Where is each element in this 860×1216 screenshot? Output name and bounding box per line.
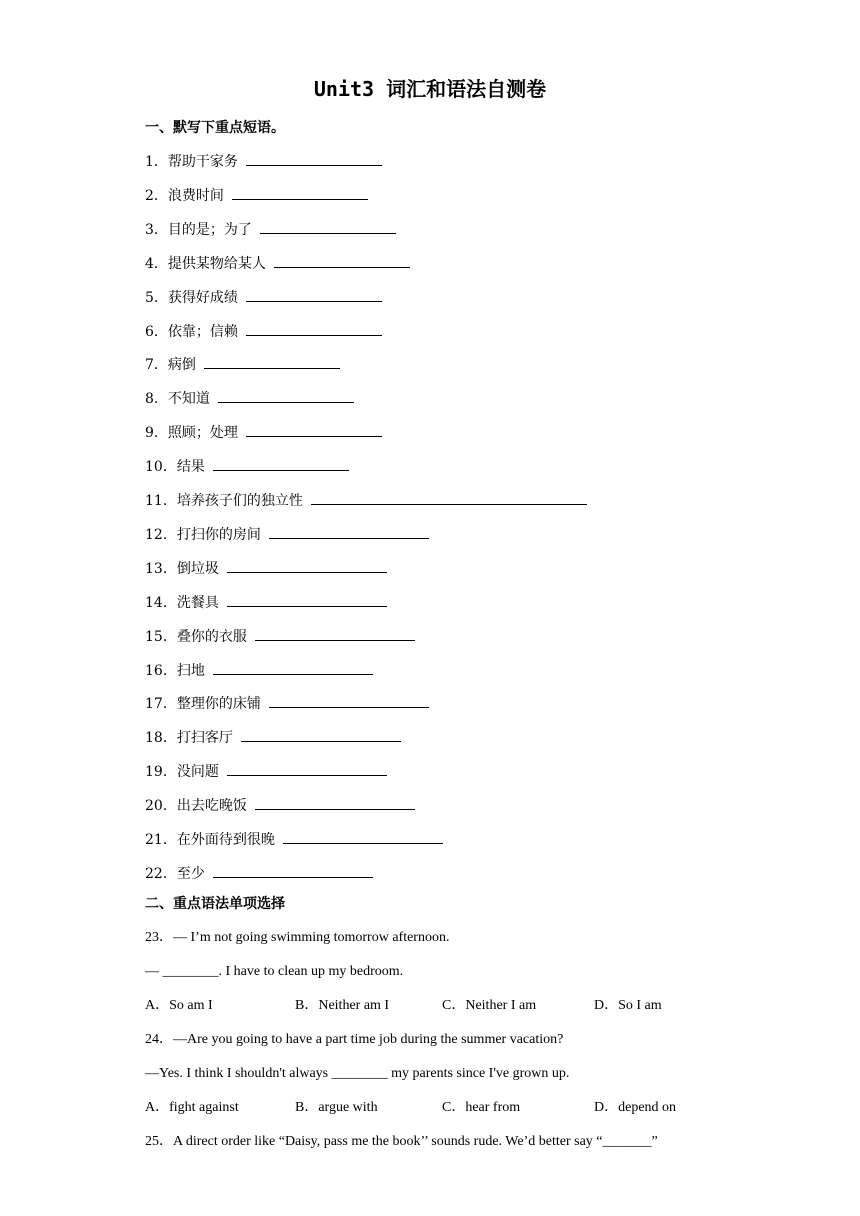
phrase-item: [145, 185, 368, 206]
phrase-text: 病倒: [167, 357, 196, 374]
answer-options: [145, 1098, 705, 1118]
answer-blank[interactable]: [213, 863, 373, 878]
phrase-number: 10．: [145, 459, 177, 476]
phrase-number: 18．: [145, 730, 177, 747]
phrase-item: [145, 490, 587, 511]
answer-option[interactable]: B．argue with: [295, 1100, 378, 1115]
answer-blank[interactable]: [246, 151, 382, 166]
question-text: —Yes. I think I shouldn't always ________ my parents since I've grown up.: [145, 1066, 570, 1081]
phrase-text: 在外面待到很晚: [176, 832, 275, 848]
phrase-item: [145, 693, 429, 714]
phrase-text: 扫地: [176, 662, 205, 679]
phrase-number: 15．: [145, 628, 177, 645]
answer-blank[interactable]: [218, 388, 354, 403]
phrase-text: 打扫客厅: [176, 730, 233, 747]
phrase-text: 叠你的衣服: [176, 628, 247, 645]
phrase-item: [145, 253, 410, 274]
phrase-number: 12．: [145, 526, 177, 543]
phrase-item: [145, 727, 401, 748]
phrase-text: 目的是；为了: [167, 221, 252, 238]
question-text: 23．— I’m not going swimming tomorrow afternoon.: [145, 930, 450, 945]
phrase-number: 8．: [145, 391, 168, 408]
phrase-item: [145, 660, 373, 681]
question-text: — ________. I have to clean up my bedroom.: [145, 964, 404, 979]
phrase-item: [145, 151, 382, 172]
section-heading-2: 二、重点语法单项选择: [145, 896, 285, 912]
phrase-number: 14．: [145, 594, 177, 611]
phrase-text: 结果: [176, 459, 205, 476]
phrase-number: 7．: [145, 357, 168, 374]
answer-blank[interactable]: [213, 456, 349, 471]
phrase-number: 3．: [145, 221, 168, 238]
phrase-item: [145, 354, 340, 375]
phrase-text: 照顾；处理: [167, 425, 238, 442]
answer-blank[interactable]: [246, 287, 382, 302]
phrase-text: 提供某物给某人: [167, 255, 266, 272]
phrase-text: 不知道: [167, 391, 210, 408]
phrase-number: 22．: [145, 865, 177, 882]
phrase-number: 16．: [145, 662, 177, 679]
phrase-text: 没问题: [176, 764, 219, 781]
phrase-item: [145, 558, 387, 579]
phrase-text: 帮助干家务: [167, 154, 238, 170]
section-heading-1: 一、默写下重点短语。: [145, 120, 285, 136]
phrase-item: [145, 863, 373, 884]
answer-blank[interactable]: [227, 761, 387, 776]
phrase-text: 浪费时间: [167, 187, 224, 204]
answer-option[interactable]: D．So I am: [594, 998, 662, 1013]
phrase-text: 至少: [176, 865, 205, 882]
answer-option[interactable]: B．Neither am I: [295, 998, 390, 1013]
phrase-text: 培养孩子们的独立性: [176, 493, 303, 509]
phrase-text: 打扫你的房间: [176, 526, 261, 543]
phrase-text: 整理你的床铺: [176, 696, 261, 713]
phrase-text: 依靠；信赖: [167, 323, 238, 340]
answer-blank[interactable]: [311, 490, 587, 505]
answer-option[interactable]: C．hear from: [442, 1100, 521, 1115]
phrase-item: [145, 524, 429, 545]
phrase-item: [145, 287, 382, 308]
answer-blank[interactable]: [283, 829, 443, 844]
answer-blank[interactable]: [246, 422, 382, 437]
phrase-number: 5．: [145, 289, 168, 306]
answer-blank[interactable]: [232, 185, 368, 200]
phrase-item: [145, 829, 443, 850]
phrase-text: 洗餐具: [176, 594, 219, 611]
phrase-item: [145, 456, 349, 477]
phrase-number: 4．: [145, 255, 168, 272]
phrase-item: [145, 422, 382, 443]
answer-blank[interactable]: [246, 321, 382, 336]
answer-blank[interactable]: [255, 626, 415, 641]
answer-blank[interactable]: [269, 693, 429, 708]
phrase-item: [145, 592, 387, 613]
phrase-number: 19．: [145, 764, 177, 781]
phrase-number: 9．: [145, 425, 168, 442]
phrase-number: 11．: [145, 493, 177, 509]
answer-option[interactable]: A．fight against: [145, 1100, 239, 1115]
answer-blank[interactable]: [241, 727, 401, 742]
answer-blank[interactable]: [213, 660, 373, 675]
phrase-number: 1．: [145, 154, 168, 170]
question-text: 24．—Are you going to have a part time job during the summer vacation?: [145, 1032, 564, 1047]
answer-option[interactable]: D．depend on: [594, 1100, 677, 1115]
phrase-item: [145, 761, 387, 782]
phrase-text: 出去吃晚饭: [176, 798, 247, 815]
phrase-number: 2．: [145, 187, 168, 204]
phrase-item: [145, 219, 396, 240]
answer-option[interactable]: A．So am I: [145, 998, 213, 1013]
answer-options: [145, 996, 705, 1016]
phrase-item: [145, 626, 415, 647]
answer-blank[interactable]: [227, 592, 387, 607]
phrase-item: [145, 321, 382, 342]
phrase-number: 21．: [145, 832, 177, 848]
phrase-item: [145, 388, 354, 409]
answer-blank[interactable]: [255, 795, 415, 810]
answer-blank[interactable]: [204, 354, 340, 369]
phrase-item: [145, 795, 415, 816]
phrase-text: 倒垃圾: [176, 560, 219, 577]
question-text: 25．A direct order like “Daisy, pass me the book’’ sounds rude. We’d better say “_______”: [145, 1134, 658, 1149]
answer-option[interactable]: C．Neither I am: [442, 998, 537, 1013]
phrase-number: 13．: [145, 560, 177, 577]
answer-blank[interactable]: [269, 524, 429, 539]
answer-blank[interactable]: [260, 219, 396, 234]
phrase-text: 获得好成绩: [167, 289, 238, 306]
answer-blank[interactable]: [227, 558, 387, 573]
phrase-number: 20．: [145, 798, 177, 815]
answer-blank[interactable]: [274, 253, 410, 268]
page-title: Unit3 词汇和语法自测卷: [313, 77, 547, 101]
phrase-number: 6．: [145, 323, 168, 340]
phrase-number: 17．: [145, 696, 177, 713]
